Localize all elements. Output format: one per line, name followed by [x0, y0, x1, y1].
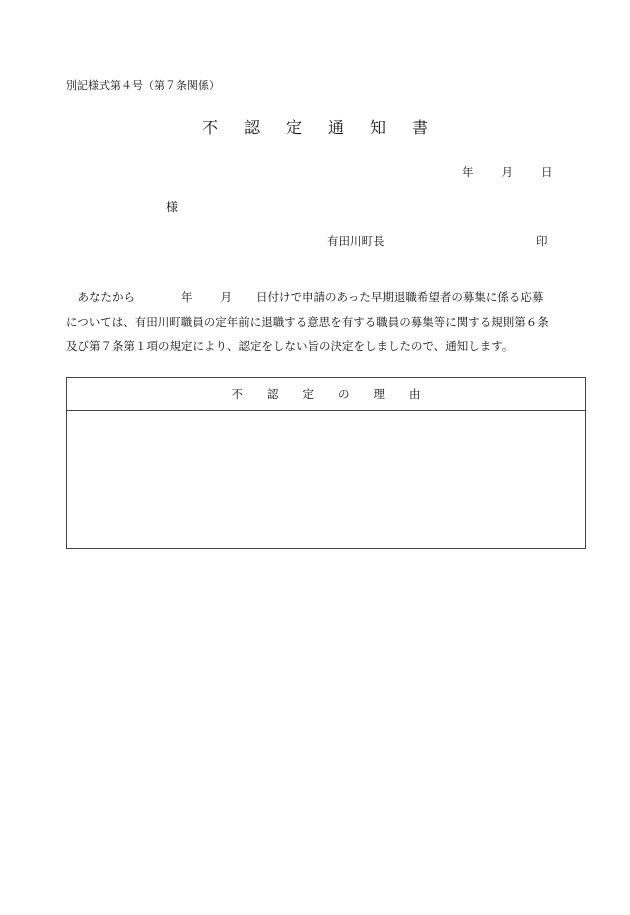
title-char: 知 — [370, 118, 387, 137]
reason-header-char: 理 — [373, 387, 385, 401]
date-year: 年 — [462, 165, 474, 179]
reason-table-body — [67, 411, 585, 548]
body-line-3: 及び第７条第１項の規定により、認定をしない旨の決定をしましたので、通知します。 — [66, 339, 514, 353]
date-month: 月 — [501, 165, 513, 179]
body-line-1 — [66, 285, 606, 310]
reason-header-char: 認 — [267, 387, 279, 401]
issuer: 有田川町長 — [327, 234, 385, 248]
body-line1-month: 月 — [220, 290, 232, 304]
addressee-suffix: 様 — [166, 200, 179, 214]
date-day: 日 — [541, 165, 553, 179]
reason-header-char: 由 — [409, 387, 421, 401]
seal-mark: 印 — [536, 234, 548, 248]
notice-body — [66, 285, 606, 359]
body-line1-part2: 日付けで申請のあった早期退職希望者の募集に係る応募 — [256, 290, 544, 304]
form-number: 別記様式第４号（第７条関係） — [66, 79, 220, 92]
reason-table — [66, 377, 586, 549]
title-char: 定 — [285, 118, 302, 137]
title-char: 認 — [243, 118, 260, 137]
title-char: 書 — [412, 118, 429, 137]
title-char: 通 — [328, 118, 345, 137]
reason-table-header — [67, 378, 585, 411]
title-char: 不 — [201, 118, 218, 137]
reason-header-char: 不 — [231, 387, 243, 401]
body-line1-part1: あなたから — [77, 290, 135, 304]
reason-header-char: 定 — [302, 387, 314, 401]
reason-header-char: の — [338, 387, 350, 401]
body-line1-year: 年 — [181, 290, 193, 304]
document-title — [0, 115, 630, 138]
body-line-2: については、有田川町職員の定年前に退職する意思を有する職員の募集等に関する規則第６条 — [66, 314, 549, 329]
date-line — [462, 164, 553, 180]
